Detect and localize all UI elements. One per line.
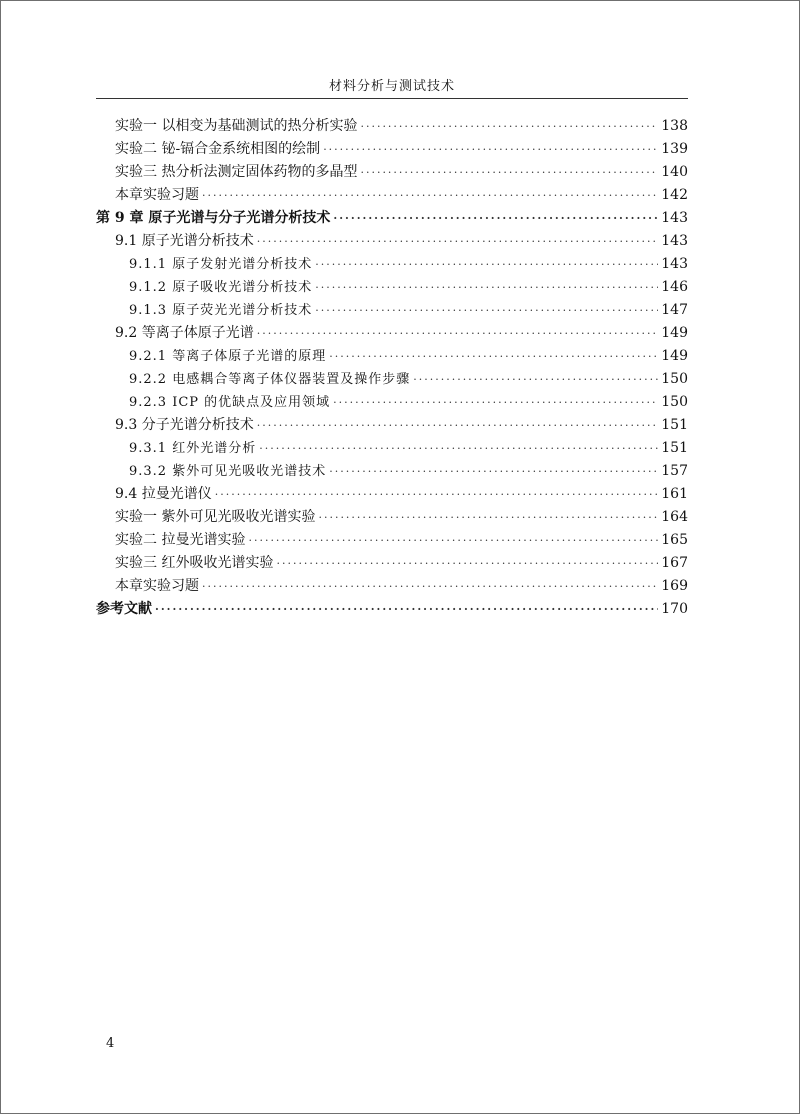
- toc-subsection-entry[interactable]: [96, 460, 688, 483]
- toc-chapter-entry[interactable]: [96, 207, 688, 230]
- toc-entry-page: 151: [661, 440, 688, 456]
- leader-dots: [215, 483, 659, 506]
- toc-entry[interactable]: [96, 529, 688, 552]
- toc-entry-page: 170: [661, 601, 688, 617]
- toc-entry-label: 第 9 章 原子光谱与分子光谱分析技术: [96, 210, 331, 226]
- leader-dots: [360, 115, 658, 138]
- toc-entry-page: 143: [661, 256, 688, 272]
- leader-dots: [315, 253, 658, 276]
- toc-entry-label: 实验一 以相变为基础测试的热分析实验: [115, 118, 358, 134]
- leader-dots: [323, 138, 658, 161]
- toc-entry-label: 9.1.3 原子荧光光谱分析技术: [129, 303, 313, 318]
- toc-section-entry[interactable]: [96, 322, 688, 345]
- toc-entry-page: 146: [661, 279, 688, 295]
- toc-entry-label: 实验三 红外吸收光谱实验: [115, 555, 274, 571]
- leader-dots: [315, 299, 658, 322]
- leader-dots: [315, 276, 658, 299]
- table-of-contents: [96, 115, 688, 621]
- toc-section-entry[interactable]: [96, 414, 688, 437]
- toc-entry-page: 150: [661, 394, 688, 410]
- toc-references-entry[interactable]: [96, 598, 688, 621]
- leader-dots: [329, 460, 658, 483]
- toc-entry-label: 实验二 铋-镉合金系统相图的绘制: [115, 141, 321, 157]
- leader-dots: [259, 437, 658, 460]
- toc-entry-page: 142: [661, 187, 688, 203]
- toc-entry-label: 实验二 拉曼光谱实验: [115, 532, 246, 548]
- toc-entry-page: 139: [661, 141, 688, 157]
- toc-subsection-entry[interactable]: [96, 276, 688, 299]
- leader-dots: [257, 322, 659, 345]
- toc-entry-label: 9.3.1 红外光谱分析: [129, 441, 257, 456]
- toc-subsection-entry[interactable]: [96, 253, 688, 276]
- header-rule: [96, 98, 688, 99]
- toc-entry-page: 157: [661, 463, 688, 479]
- toc-subsection-entry[interactable]: [96, 437, 688, 460]
- toc-subsection-entry[interactable]: [96, 299, 688, 322]
- toc-entry-page: 164: [661, 509, 688, 525]
- toc-entry-label: 9.1 原子光谱分析技术: [115, 233, 254, 249]
- toc-entry-page: 151: [661, 417, 688, 433]
- page-number: 4: [106, 1036, 115, 1051]
- toc-section-entry[interactable]: [96, 483, 688, 506]
- leader-dots: [202, 184, 658, 207]
- toc-entry[interactable]: [96, 575, 688, 598]
- leader-dots: [202, 575, 658, 598]
- leader-dots: [318, 506, 658, 529]
- toc-entry-label: 本章实验习题: [115, 187, 199, 203]
- toc-entry-page: 149: [661, 348, 688, 364]
- leader-dots: [155, 598, 658, 621]
- toc-entry-label: 实验一 紫外可见光吸收光谱实验: [115, 509, 316, 525]
- toc-entry[interactable]: [96, 115, 688, 138]
- toc-subsection-entry[interactable]: [96, 345, 688, 368]
- toc-entry-label: 9.1.1 原子发射光谱分析技术: [129, 257, 313, 272]
- toc-entry-page: 150: [661, 371, 688, 387]
- toc-entry-label: 实验三 热分析法测定固体药物的多晶型: [115, 164, 358, 180]
- toc-entry-page: 165: [661, 532, 688, 548]
- toc-entry-page: 143: [661, 210, 688, 226]
- toc-entry-label: 本章实验习题: [115, 578, 199, 594]
- toc-entry-page: 167: [661, 555, 688, 571]
- toc-entry-page: 161: [661, 486, 688, 502]
- leader-dots: [257, 414, 659, 437]
- leader-dots: [248, 529, 658, 552]
- toc-entry[interactable]: [96, 161, 688, 184]
- toc-entry-label: 参考文献: [96, 601, 152, 617]
- toc-entry-page: 140: [661, 164, 688, 180]
- toc-entry-page: 169: [661, 578, 688, 594]
- toc-entry-page: 143: [661, 233, 688, 249]
- leader-dots: [257, 230, 659, 253]
- leader-dots: [360, 161, 658, 184]
- leader-dots: [276, 552, 658, 575]
- toc-entry-label: 9.3 分子光谱分析技术: [115, 417, 254, 433]
- toc-entry-label: 9.2.1 等离子体原子光谱的原理: [129, 349, 327, 364]
- toc-section-entry[interactable]: [96, 230, 688, 253]
- toc-subsection-entry[interactable]: [96, 368, 688, 391]
- leader-dots: [329, 345, 658, 368]
- toc-entry[interactable]: [96, 138, 688, 161]
- toc-entry-label: 9.2 等离子体原子光谱: [115, 325, 254, 341]
- running-header: 材料分析与测试技术: [328, 79, 455, 94]
- toc-entry[interactable]: [96, 506, 688, 529]
- leader-dots: [333, 207, 658, 230]
- toc-entry[interactable]: [96, 184, 688, 207]
- toc-entry-label: 9.4 拉曼光谱仪: [115, 486, 212, 502]
- toc-entry-page: 138: [661, 118, 688, 134]
- leader-dots: [333, 391, 658, 414]
- toc-entry-label: 9.2.2 电感耦合等离子体仪器装置及操作步骤: [129, 372, 411, 387]
- toc-entry-label: 9.1.2 原子吸收光谱分析技术: [129, 280, 313, 295]
- toc-subsection-entry[interactable]: [96, 391, 688, 414]
- toc-entry[interactable]: [96, 552, 688, 575]
- toc-entry-page: 147: [661, 302, 688, 318]
- toc-entry-label: 9.2.3 ICP 的优缺点及应用领域: [129, 395, 331, 410]
- toc-entry-label: 9.3.2 紫外可见光吸收光谱技术: [129, 464, 327, 479]
- toc-entry-page: 149: [661, 325, 688, 341]
- leader-dots: [413, 368, 658, 391]
